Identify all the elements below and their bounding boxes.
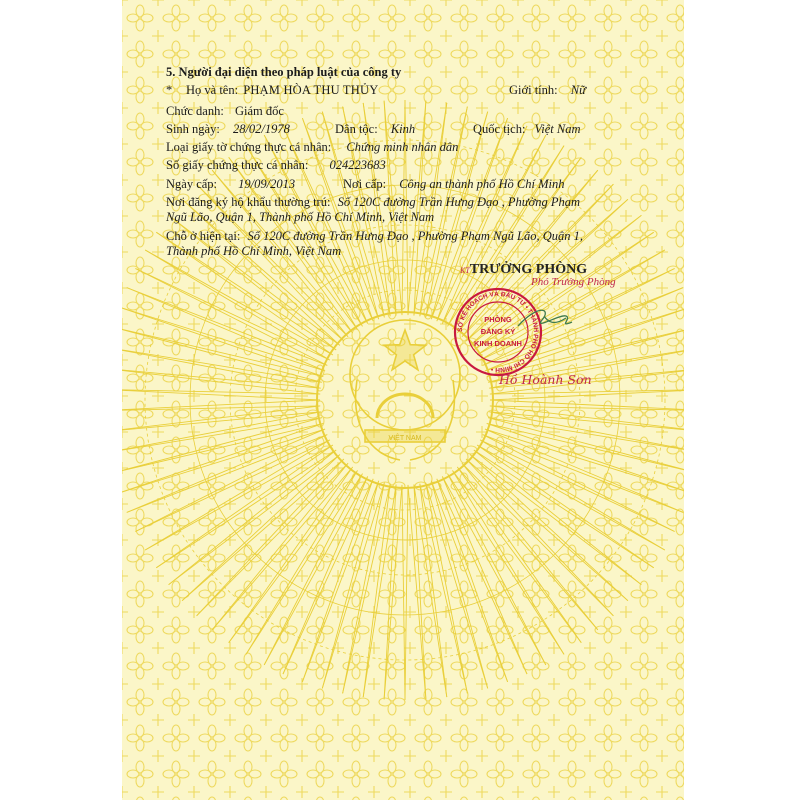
idtype-label: Loại giấy tờ chứng thực cá nhân: (166, 140, 332, 154)
name-marker: * (166, 83, 173, 97)
stamp-center-line-2: ĐĂNG KÝ (480, 327, 516, 336)
issue-date-label: Ngày cấp: (166, 177, 218, 191)
signer-name: Hồ Hoành Sơn (499, 372, 592, 387)
gender-label: Giới tính: (509, 83, 558, 97)
position-label: Chức danh: (166, 104, 224, 118)
section-title: 5. Người đại diện theo pháp luật của công ty (166, 65, 402, 79)
nationality-field (473, 122, 581, 137)
stamp-ring-text: SỞ KẾ HOẠCH VÀ ĐẦU TƯ • THÀNH PHỐ HỒ CHÍ MINH • (456, 290, 540, 374)
current-value-1: Số 120C đường Trần Hưng Đạo , Phường Phạm Ngũ Lão, Quận 1, (247, 229, 583, 243)
issue-place-field (343, 177, 564, 192)
position-value: Giám đốc (234, 104, 284, 118)
stamp-center-line-3: KINH DOANH (474, 339, 522, 348)
issue-date-field (166, 177, 295, 192)
dob-field (166, 122, 290, 137)
issue-place-value: Công an thành phố Hồ Chí Minh (399, 177, 565, 191)
nationality-label: Quốc tịch: (473, 122, 526, 136)
position-field (166, 104, 284, 119)
perm-field (166, 195, 580, 210)
idtype-value: Chứng minh nhân dân (346, 140, 459, 154)
idtype-field (166, 140, 458, 155)
emblem-ribbon-text: VIỆT NAM (388, 435, 422, 442)
dob-value: 28/02/1978 (232, 122, 290, 136)
gender-value: Nữ (570, 83, 586, 97)
perm-label: Nơi đăng ký hộ khẩu thường trú: (166, 195, 331, 209)
ethnicity-field (335, 122, 415, 137)
name-row (166, 83, 172, 98)
current-label: Chỗ ở hiện tại: (166, 229, 241, 243)
name-label: Họ và tên: (186, 83, 239, 97)
issue-date-value: 19/09/2013 (238, 177, 296, 191)
idnum-field (166, 158, 386, 173)
nationality-value: Việt Nam (534, 122, 581, 136)
name-value: PHẠM HÒA THU THỦY (243, 83, 379, 97)
gender-field (509, 83, 586, 98)
idnum-label: Số giấy chứng thực cá nhân: (166, 158, 309, 172)
official-stamp (448, 286, 598, 386)
signer-subtitle: Phó Trưởng Phòng (531, 276, 616, 288)
ethnicity-value: Kinh (390, 122, 416, 136)
current-value-2: Thành phố Hồ Chí Minh, Việt Nam (166, 244, 342, 258)
signer-title-text: TRƯỞNG PHÒNG (469, 262, 588, 277)
issue-place-label: Nơi cấp: (343, 177, 387, 191)
dob-label: Sinh ngày: (166, 122, 220, 136)
name-field (186, 83, 378, 98)
perm-value-2: Ngũ Lão, Quận 1, Thành phố Hồ Chí Minh, Việt Nam (166, 210, 435, 224)
ethnicity-label: Dân tộc: (335, 122, 378, 136)
current-field (166, 229, 583, 244)
idnum-value: 024223683 (329, 158, 386, 172)
signer-title-prefix: KT (460, 266, 470, 275)
perm-value-1: Số 120C đường Trần Hưng Đạo , Phường Phạm (337, 195, 581, 209)
stamp-center-line-1: PHÒNG (484, 315, 512, 324)
